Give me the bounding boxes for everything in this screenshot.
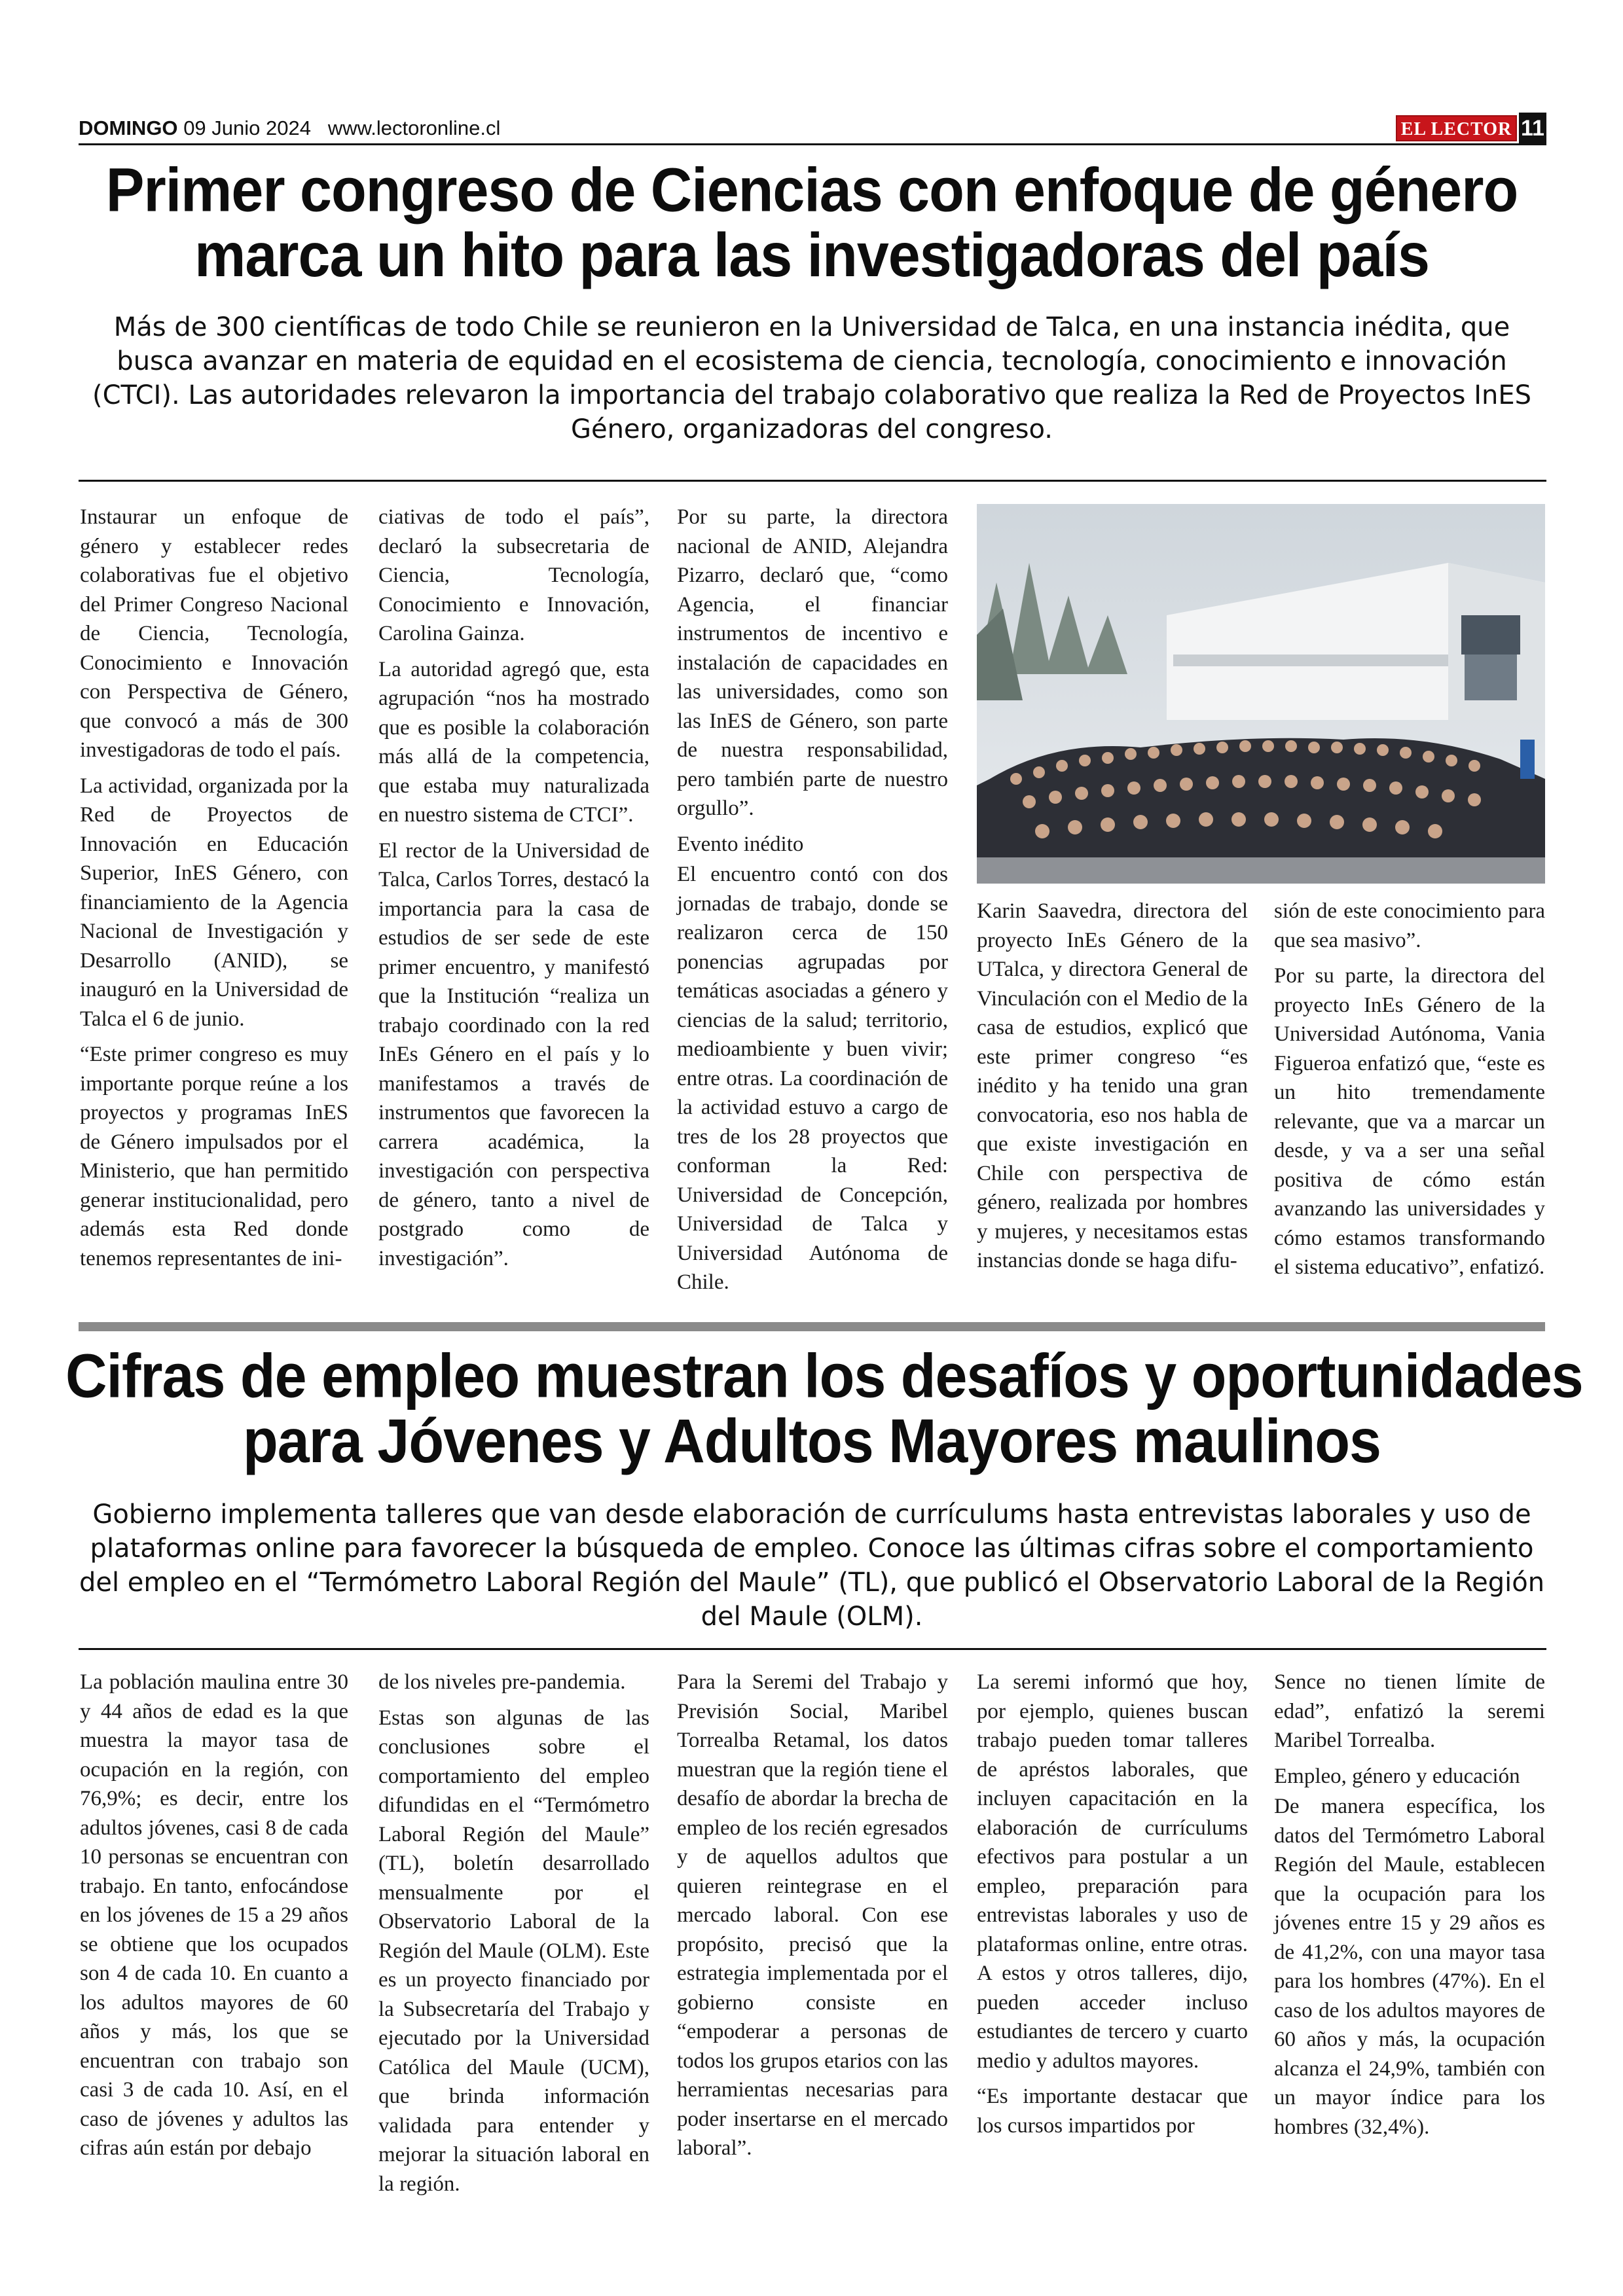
article1-headline-line2: marca un hito para las investigadoras del país	[194, 219, 1429, 290]
header-day: DOMINGO	[79, 117, 178, 139]
article1-headline	[65, 154, 1558, 290]
header-date: 09 Junio 2024	[183, 117, 311, 139]
article2-headline	[65, 1340, 1583, 1476]
article1-headline-line1: Primer congreso de Ciencias con enfoque de género	[105, 154, 1518, 225]
paragraph: Estas son algunas de las conclusiones sobre el comportamiento del empleo difundidas en el “Termómetro Laboral Región del Maule” (TL), boletín desarrollado mensualmente por el Observatorio Laboral de la Región del Maule (OLM). Este es un proyecto financiado por la Subsecretaría del Trabajo y ejecutado por la Universidad Católica del Maule (UCM), que brinda información validada para entender y mejorar la situación laboral en la región.	[378, 1706, 649, 2196]
paragraph: “Es importante destacar que los cursos impartidos por	[977, 2085, 1248, 2138]
subhead-empleo-genero-educacion: Empleo, género y educación	[1274, 1764, 1520, 1788]
paragraph: sión de este conocimiento para que sea masivo”.	[1274, 899, 1545, 952]
paragraph: El rector de la Universidad de Talca, Carlos Torres, destacó la importancia para la casa de estudios de ser sede de este primer encuentro, y manifestó que la Institución “realiza un trabajo coordinado con la red InEs Género en el país y lo manifestamos a través de instrumentos que favorecen la carrera académica, la investigación con perspectiva de género, tanto a nivel de postgrado como de investigación”.	[378, 838, 649, 1270]
page-number: 11	[1519, 113, 1546, 144]
header-rule	[79, 143, 1546, 145]
paragraph: El encuentro contó con dos jornadas de trabajo, donde se realizaron cerca de 150 ponencias agrupadas por temáticas asociadas a género y ciencias de la salud; territorio, medioambiente y buen vivir; entre otras. La coordinación de la actividad estuvo a cargo de tres de los 28 proyectos que conforman la Red: Universidad de Concepción, Universidad de Talca y Universidad Autónoma de Chile.	[677, 863, 948, 1294]
article1-col1	[80, 503, 348, 1280]
section-separator	[79, 1322, 1545, 1331]
article2-col4	[977, 1668, 1248, 2147]
subhead-evento-inedito: Evento inédito	[677, 832, 804, 856]
paragraph: La población maulina entre 30 y 44 años de edad es la que muestra la mayor tasa de ocupación en la región, con 76,9%; es decir, entre los adultos jóvenes, casi 8 de cada 10 personas se encuentran con trabajo. En tanto, enfocándose en los jóvenes de 15 a 29 años se obtiene que los ocupados son 4 de cada 10. En cuanto a los adultos mayores de 60 años y más, los que se encuentran con trabajo son casi 3 de cada 10. Así, en el caso de jóvenes y adultos las cifras aún están por debajo	[80, 1670, 348, 2160]
article1-deck: Más de 300 científicas de todo Chile se reunieron en la Universidad de Talca, en una instancia inédita, que busca avanzar en materia de equidad en el ecosistema de ciencia, tecnología, conocimiento e innovación (CTCI). Las autoridades relevaron la importancia del trabajo colaborativo que realiza la Red de Proyectos InES Género, organizadoras del congreso.	[92, 312, 1532, 444]
paragraph: Karin Saavedra, directora del proyecto InEs Género de la UTalca, y directora General de Vinculación con el Medio de la casa de estudios, explicó que este primer congreso “es inédito y ha tenido una gran convocatoria, eso nos habla de que existe investigación en Chile con perspectiva de género, realizada por hombres y mujeres, y necesitamos estas instancias donde se haga difu-	[977, 899, 1248, 1272]
article2-col2	[378, 1668, 649, 2205]
article2-col5	[1274, 1668, 1545, 2148]
article2-headline-line2: para Jóvenes y Adultos Mayores maulinos	[243, 1405, 1381, 1476]
paragraph: Instaurar un enfoque de género y establecer redes colaborativas fue el objetivo del Primer Congreso Nacional de Ciencia, Tecnología, Conocimiento e Innovación con Perspectiva de Género, que convocó a más de 300 investigadoras de todo el país.	[80, 505, 348, 762]
paragraph: Sence no tienen límite de edad”, enfatizó la seremi Maribel Torrealba.	[1274, 1670, 1545, 1752]
paragraph: Por su parte, la directora del proyecto InEs Género de la Universidad Autónoma, Vania Figueroa enfatizó que, “este es un hito tremendamente relevante, que va a marcar un desde, y va a ser una señal positiva de cómo están avanzando las universidades y cómo estamos transformando el sistema educativo”, enfatizó.	[1274, 964, 1545, 1279]
paragraph: Para la Seremi del Trabajo y Previsión Social, Maribel Torrealba Retamal, los datos muestran que la región tiene el desafío de abordar la brecha de empleo de los recién egresados y de aquellos adultos que quieren reintegrase en el mercado laboral. Con ese propósito, precisó que la estrategia implementada por el gobierno consiste en “empoderar a personas de todos los grupos etarios con las herramientas necesarias para poder insertarse en el mercado laboral”.	[677, 1670, 948, 2160]
paragraph: Por su parte, la directora nacional de ANID, Alejandra Pizarro, declaró que, “como Agencia, el financiar instrumentos de incentivo e instalación de capacidades en las universidades, como son las InES de Género, son parte de nuestra responsabilidad, pero también parte de nuestro orgullo”.	[677, 505, 948, 820]
congress-group-photo	[977, 504, 1545, 884]
paragraph: de los niveles pre-pandemia.	[378, 1670, 626, 1694]
paragraph: De manera específica, los datos del Termómetro Laboral Región del Maule, establecen que la ocupación para los jóvenes entre 15 y 29 años es de 41,2%, con una mayor tasa para los hombres (47%). En el caso de los adultos mayores de 60 años y más, la ocupación alcanza el 24,9%, también con un mayor índice para los hombres (32,4%).	[1274, 1795, 1545, 2139]
article1-rule	[79, 480, 1546, 482]
paragraph: La seremi informó que hoy, por ejemplo, quienes buscan trabajo pueden tomar talleres de apréstos laborales, que incluyen capacitación en la elaboración de currículums efectivos para postular a un empleo, preparación para entrevistas laborales y uso de plataformas online, entre otras. A estos y otros talleres, dijo, pueden acceder incluso estudiantes de tercero y cuarto medio y adultos mayores.	[977, 1670, 1248, 2073]
article1-col3	[677, 503, 948, 1304]
article2-headline-line1: Cifras de empleo muestran los desafíos y oportunidades	[65, 1340, 1583, 1411]
article2-col3	[677, 1668, 948, 2170]
brand-logo: EL LECTOR	[1396, 115, 1517, 141]
paragraph: La actividad, organizada por la Red de Proyectos de Innovación en Educación Superior, InES Género, con financiamiento de la Agencia Nacional de Investigación y Desarrollo (ANID), se inauguró en la Universidad de Talca el 6 de junio.	[80, 774, 348, 1031]
page-header	[79, 117, 500, 140]
paragraph: ciativas de todo el país”, declaró la subsecretaria de Ciencia, Tecnología, Conocimiento e Innovación, Carolina Gainza.	[378, 505, 649, 645]
article1-col4	[977, 897, 1248, 1282]
article2-col1	[80, 1668, 348, 2170]
article1-col5	[1274, 897, 1545, 1289]
article1-col2	[378, 503, 649, 1280]
article2-rule	[79, 1648, 1546, 1650]
paragraph: La autoridad agregó que, esta agrupación “nos ha mostrado que es posible la colaboración más allá de la competencia, que estaba muy naturalizada en nuestro sistema de CTCI”.	[378, 657, 649, 827]
header-website: www.lectoronline.cl	[327, 117, 501, 139]
paragraph: “Este primer congreso es muy importante porque reúne a los proyectos y programas InES de Género impulsados por el Ministerio, que han permitido generar institucionalidad, pero además esta Red donde tenemos representantes de ini-	[80, 1043, 348, 1270]
article2-deck: Gobierno implementa talleres que van desde elaboración de currículums hasta entrevistas laborales y uso de plataformas online para favorecer la búsqueda de empleo. Conoce las últimas cifras sobre el comportamiento del empleo en el “Termómetro Laboral Región del Maule” (TL), que publicó el Observatorio Laboral de la Región del Maule (OLM).	[79, 1499, 1545, 1632]
